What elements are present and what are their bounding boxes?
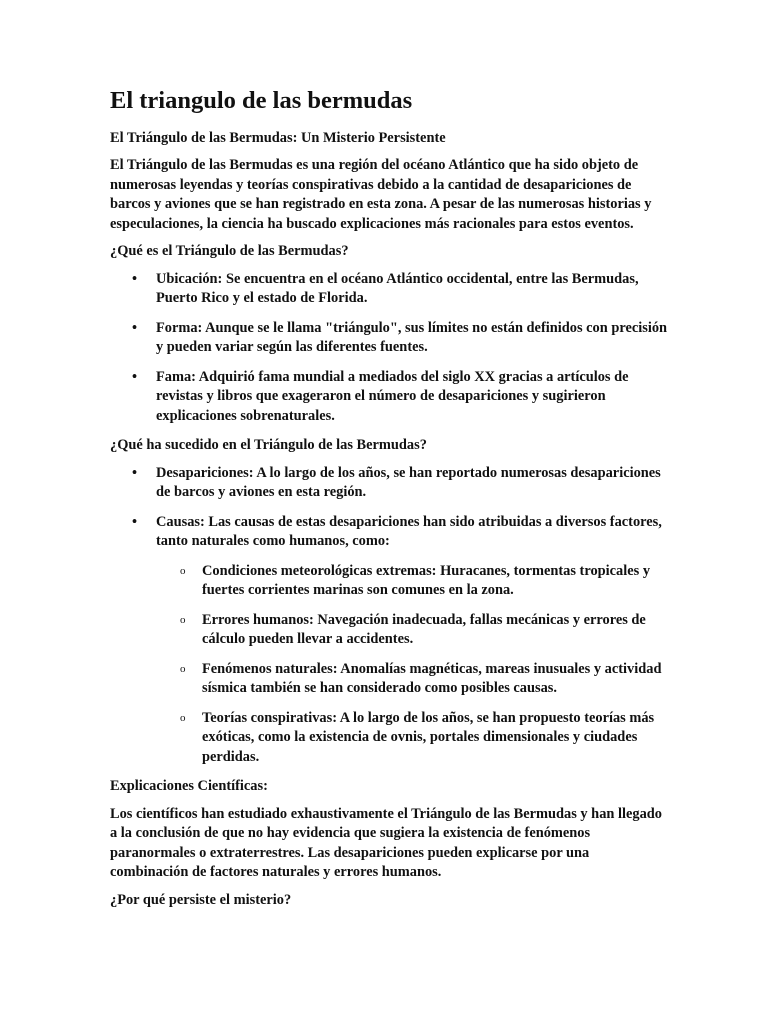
sublist-item bbox=[156, 611, 668, 650]
list-item bbox=[110, 464, 668, 503]
what-is-list bbox=[110, 270, 668, 427]
bullet-icon: • bbox=[132, 464, 138, 481]
section-heading-what-happened: ¿Qué ha sucedido en el Triángulo de las Bermudas? bbox=[110, 437, 427, 454]
section-heading-what-is: ¿Qué es el Triángulo de las Bermudas? bbox=[110, 243, 349, 260]
circle-bullet-icon: o bbox=[180, 564, 186, 577]
list-item bbox=[110, 319, 668, 358]
bullet-icon: • bbox=[132, 513, 138, 530]
sublist-item-text: Teorías conspirativas: A lo largo de los años, se han propuesto teorías más exóticas, como la existencia de ovnis, portales dimensionales y ciudades perdidas. bbox=[202, 709, 655, 765]
section-heading-why-persists: ¿Por qué persiste el misterio? bbox=[110, 891, 292, 908]
bullet-icon: • bbox=[132, 319, 138, 336]
section-heading-scientific: Explicaciones Científicas: bbox=[110, 778, 268, 795]
list-item-text: Ubicación: Se encuentra en el océano Atlántico occidental, entre las Bermudas, Puerto Rico y el estado de Florida. bbox=[156, 270, 639, 307]
list-item-text: Fama: Adquirió fama mundial a mediados del siglo XX gracias a artículos de revistas y libros que exageraron el número de desapariciones y sugirieron explicaciones sobrenaturales. bbox=[156, 368, 629, 424]
intro-paragraph: El Triángulo de las Bermudas es una región del océano Atlántico que ha sido objeto de numerosas leyendas y teorías conspirativas debido a la cantidad de desapariciones de barcos y aviones que se han registrado en esta zona. A pesar de las numerosas historias y especulaciones, la ciencia ha buscado explicaciones más racionales para estos eventos. bbox=[110, 157, 652, 232]
list-item bbox=[110, 368, 668, 427]
scientific-paragraph: Los científicos han estudiado exhaustivamente el Triángulo de las Bermudas y han llegado a la conclusión de que no hay evidencia que sugiera la existencia de fenómenos paranormales o extraterrestres. Las desapariciones pueden explicarse por una combinación de factores naturales y errores humanos. bbox=[110, 805, 662, 881]
circle-bullet-icon: o bbox=[180, 662, 186, 675]
list-item-text: Desapariciones: A lo largo de los años, se han reportado numerosas desapariciones de barcos y aviones en esta región. bbox=[156, 464, 661, 501]
what-happened-list bbox=[110, 464, 668, 768]
sublist-item-text: Errores humanos: Navegación inadecuada, fallas mecánicas y errores de cálculo pueden llevar a accidentes. bbox=[202, 611, 646, 648]
list-item bbox=[110, 270, 668, 309]
bullet-icon: • bbox=[132, 270, 138, 287]
document-title: El triangulo de las bermudas bbox=[110, 87, 413, 114]
sublist-item-text: Fenómenos naturales: Anomalías magnéticas, mareas inusuales y actividad sísmica también se han considerado como posibles causas. bbox=[202, 660, 662, 697]
sublist-item bbox=[156, 709, 668, 768]
document-subtitle: El Triángulo de las Bermudas: Un Misterio Persistente bbox=[110, 129, 446, 146]
list-item bbox=[110, 513, 668, 768]
bullet-icon: • bbox=[132, 368, 138, 385]
list-item-text: Forma: Aunque se le llama "triángulo", sus límites no están definidos con precisión y pueden variar según las diferentes fuentes. bbox=[156, 319, 668, 356]
sublist-item bbox=[156, 562, 668, 601]
circle-bullet-icon: o bbox=[180, 711, 186, 724]
sublist-item bbox=[156, 660, 668, 699]
circle-bullet-icon: o bbox=[180, 613, 186, 626]
sublist-item-text: Condiciones meteorológicas extremas: Huracanes, tormentas tropicales y fuertes corrientes marinas son comunes en la zona. bbox=[202, 562, 651, 599]
causes-sublist bbox=[156, 562, 668, 768]
list-item-text: Causas: Las causas de estas desapariciones han sido atribuidas a diversos factores, tanto naturales como humanos, como: bbox=[156, 513, 662, 550]
